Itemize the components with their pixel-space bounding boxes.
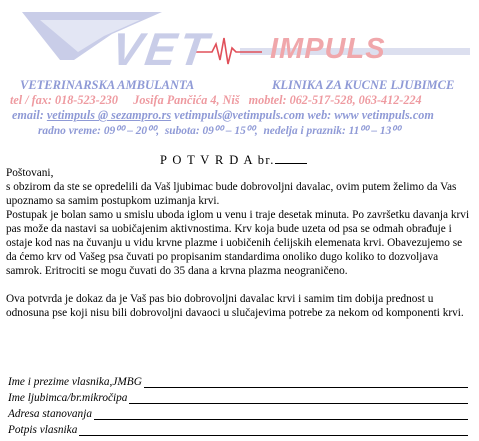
web-link[interactable]: www vetimpuls.com [334,108,434,122]
paragraph-procedure: Postupak je bolan samo u smislu uboda iglom u venu i traje desetak minuta. Po završetku davanja krvi pas može da nastavi sa uobičajenim aktivnostima. Krv koja bude uzeta od psa se odmah obrađuje i ostaje kod nas na čuvanju u vidu krvne plazme i uobičenih ćelijskih elemenata krvi. Obavezujemo se da ćemo krv od Vašeg psa čuvati po propisanim standardima onoliko dugo koliko to dozvoljava samrok. Eritrociti se mogu čuvati do 35 dana a krvna plazma neograničeno. [6,209,470,277]
address-field [8,404,468,420]
logo-graphic [0,0,479,78]
hours-saturday-label: subota: [164,125,200,137]
title-text: P O T V R D A br. [160,153,275,167]
pet-field [8,388,468,404]
working-hours: radno vreme: 09⁰⁰ – 20⁰⁰, subota: 09⁰⁰ – 15⁰⁰, nedelja i praznik: 11⁰⁰ – 13⁰⁰ [38,125,401,137]
hours-weekday: 09⁰⁰ – 20⁰⁰ [103,125,157,137]
document-body [6,166,474,320]
paragraph-proof: Ova potvrda je dokaz da je Vaš pas bio dobrovoljni davalac krvi i samim tim dobija prednost u odnosuna pse koji nisu bili dobrovoljni davaoci u slučajevima potrebe za nekom od komponenti krvi. [6,293,464,319]
hours-sunday: 11⁰⁰ – 13⁰⁰ [348,125,401,137]
greeting: Poštovani, [6,167,54,179]
address-label: Adresa stanovanja [8,408,92,420]
tel-fax: tel / fax: 018-523-230 [10,93,118,107]
hours-sunday-label: nedelja i praznik: [263,125,346,137]
signature-line[interactable] [79,424,468,436]
owner-form [8,372,468,436]
ambulanta-heading: VETERINARSKA AMBULANTA [20,78,195,92]
owner-line[interactable] [144,376,468,388]
email-line [12,108,434,123]
signature-label: Potpis vlasnika [8,424,78,436]
hours-weekday-label: radno vreme: [38,125,101,137]
email-link-2[interactable]: vetimpuls@vetimpuls.com [174,108,305,122]
pet-line[interactable] [129,392,468,404]
paragraph-intro: s obzirom da ste se opredelili da Vaš ljubimac bude dobrovoljni davalac, ovim putem želimo da Vas upoznamo sa samim postupkom uzimanja krvi. [6,181,457,207]
contact-line [10,93,422,108]
pet-label: Ime ljubimca/br.mikročipa [8,392,128,404]
klinika-heading: KLINIKA ZA KUCNE LJUBIMCE [272,78,455,92]
email-label: email: [12,108,44,122]
email-link-1[interactable]: vetimpuls @ sezampro.rs [46,108,172,122]
web-label: web: [307,108,332,122]
number-blank[interactable] [275,152,307,164]
owner-field [8,372,468,388]
mobile-phone: mobtel: 062-517-528, 063-412-224 [248,93,422,107]
hours-saturday: 09⁰⁰ – 15⁰⁰ [202,125,255,137]
logo-impuls-text: IMPULS [270,33,386,65]
address-line[interactable] [94,408,468,420]
vet-impuls-logo [0,0,479,78]
owner-label: Ime i prezime vlasnika,JMBG [8,376,142,388]
logo-vet-text: VET [108,23,215,75]
address: Josifa Pančića 4, Niš [133,93,240,107]
signature-field [8,420,468,436]
